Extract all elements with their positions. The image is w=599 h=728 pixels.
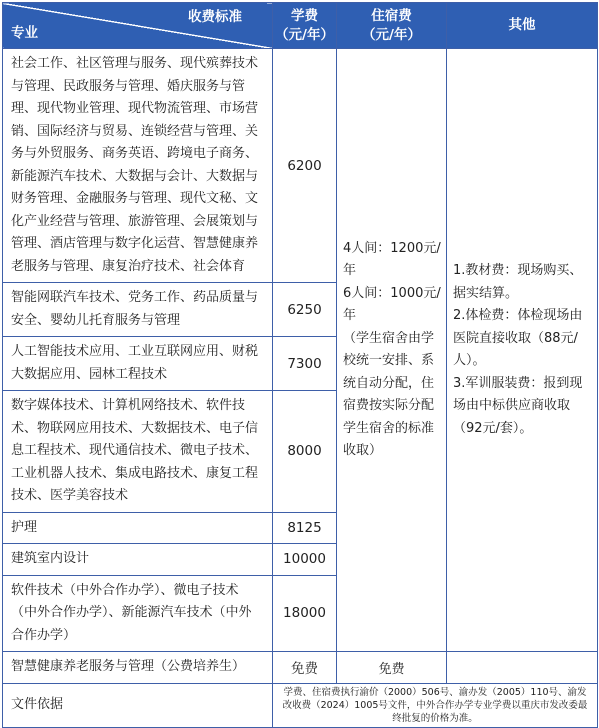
header-diagonal-cell (3, 3, 273, 49)
major-cell: 数字媒体技术、计算机网络技术、软件技术、物联网应用技术、大数据技术、电子信息工程技术、现代通信技术、微电子技术、工业机器人技术、集成电路技术、康复工程技术、医学美容技术 (3, 391, 273, 513)
basis-row (3, 683, 598, 727)
header-row (3, 3, 598, 49)
free-other-cell (447, 652, 598, 684)
header-tuition: 学费 （元/年） (273, 3, 337, 49)
tuition-cell: 8125 (273, 512, 337, 544)
dorm-note: （学生宿舍由学校统一安排、系统自动分配，住宿费按实际分配学生宿舍的标准收取） (343, 330, 435, 458)
basis-label: 文件依据 (3, 683, 273, 727)
header-dorm: 住宿费 （元/年） (337, 3, 447, 49)
major-cell: 软件技术（中外合作办学）、微电子技术（中外合作办学）、新能源汽车技术（中外合作办学） (3, 575, 273, 652)
tuition-cell: 18000 (273, 575, 337, 652)
other-fees-cell (447, 49, 598, 652)
free-major-cell: 智慧健康养老服务与管理（公费培养生） (3, 652, 273, 684)
other-medical: 2.体检费：体检现场由医院直接收取（88元/人）。 (453, 308, 583, 368)
table-row (3, 49, 598, 283)
major-cell: 社会工作、社区管理与服务、现代殡葬技术与管理、民政服务与管理、婚庆服务与管理、现代物业管理、现代物流管理、市场营销、国际经济与贸易、连锁经营与管理、关务与外贸服务、商务英语、跨境电子商务、新能源汽车技术、大数据与会计、大数据与财务管理、金融服务与管理、现代文秘、文化产业经营与管理、旅游管理、会展策划与管理、酒店管理与数字化运营、智慧健康养老服务与管理、康复治疗技术、社会体育 (3, 49, 273, 283)
major-cell: 人工智能技术应用、工业互联网应用、财税大数据应用、园林工程技术 (3, 337, 273, 391)
header-major-label: 专业 (11, 25, 38, 41)
major-cell: 建筑室内设计 (3, 544, 273, 576)
other-textbook: 1.教材费：现场购买、据实结算。 (453, 263, 583, 301)
free-tuition-cell: 免费 (273, 652, 337, 684)
dorm-fee-cell (337, 49, 447, 652)
major-cell: 护理 (3, 512, 273, 544)
dorm-6-person: 6人间：1000元/年 (343, 285, 441, 323)
tuition-cell: 6250 (273, 283, 337, 337)
tuition-cell: 7300 (273, 337, 337, 391)
basis-text: 学费、住宿费执行渝价（2000）506号、渝办发（2005）110号、渝发改收费（2024）1005号文件，中外合作办学专业学费以重庆市发改委最终批复的价格为准。 (273, 683, 598, 727)
tuition-cell: 8000 (273, 391, 337, 513)
tuition-cell: 10000 (273, 544, 337, 576)
major-cell: 智能网联汽车技术、党务工作、药品质量与安全、婴幼儿托育服务与管理 (3, 283, 273, 337)
tuition-cell: 6200 (273, 49, 337, 283)
header-standard-label: 收费标准 (188, 9, 242, 25)
header-other: 其他 (447, 3, 598, 49)
free-row (3, 652, 598, 684)
free-dorm-cell: 免费 (337, 652, 447, 684)
other-uniform: 3.军训服装费：报到现场由中标供应商收取（92元/套）。 (453, 375, 583, 436)
fee-table (2, 2, 598, 728)
dorm-4-person: 4人间：1200元/年 (343, 240, 441, 278)
